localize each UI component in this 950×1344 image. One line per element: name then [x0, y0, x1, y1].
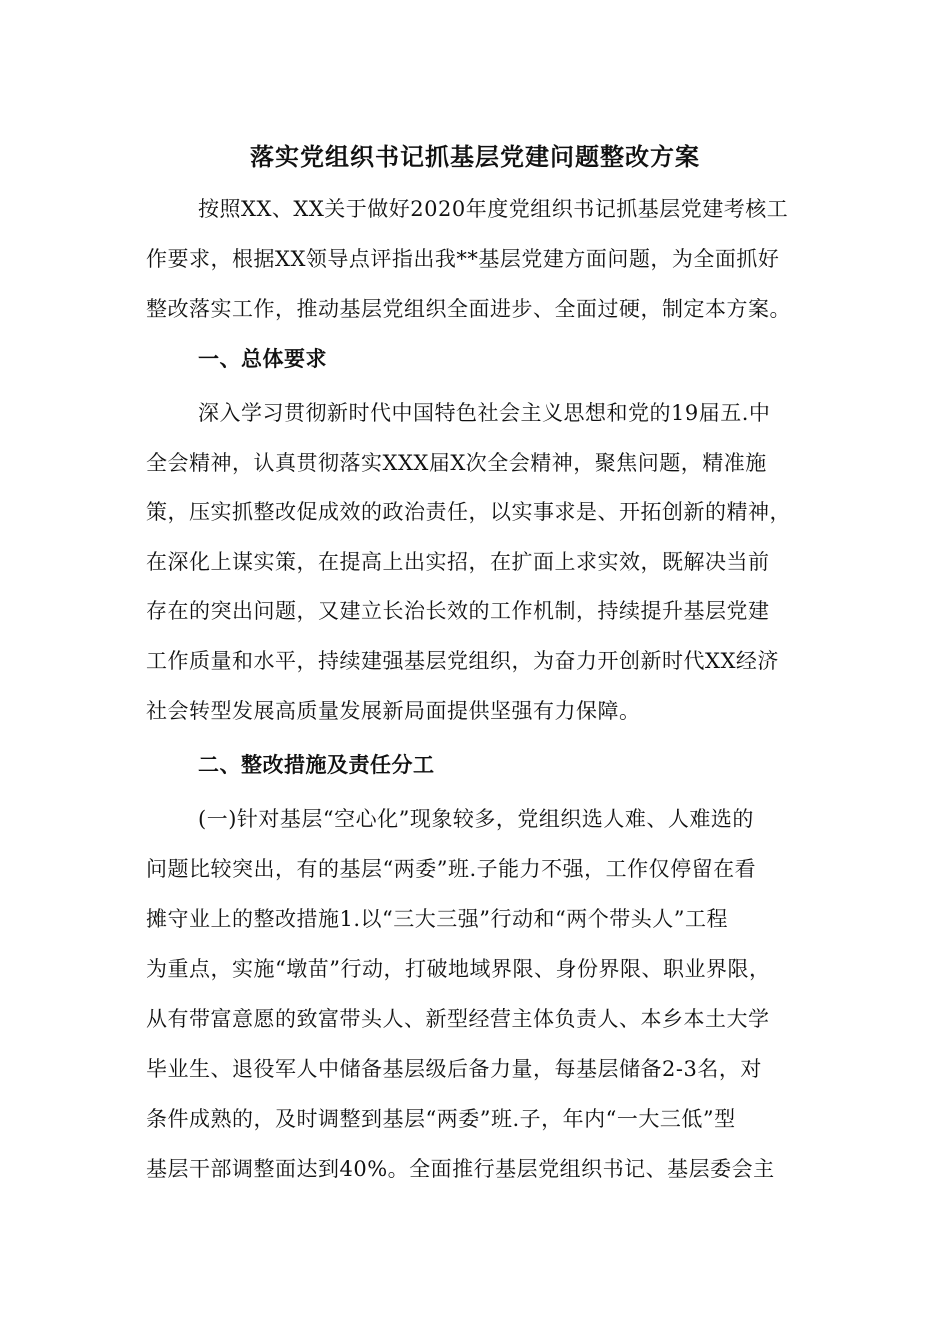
- paragraph-line: 作要求，根据XX领导点评指出我**基层党建方面问题，为全面抓好: [146, 247, 780, 271]
- section-heading-general-requirements: 一、总体要求: [198, 346, 327, 371]
- paragraph-line: 毕业生、退役军人中储备基层级后备力量，每基层储备2-3名，对: [146, 1057, 762, 1081]
- paragraph-line: 从有带富意愿的致富带头人、新型经营主体负责人、本乡本土大学: [146, 1007, 770, 1031]
- paragraph-line: 存在的突出问题，又建立长治长效的工作机制，持续提升基层党建: [146, 599, 770, 623]
- section-heading-measures: 二、整改措施及责任分工: [198, 752, 435, 777]
- paragraph-line: 全会精神，认真贯彻落实XXX届X次全会精神，聚焦问题，精准施: [146, 451, 767, 475]
- document-title: 落实党组织书记抓基层党建问题整改方案: [250, 142, 700, 171]
- paragraph-line: 工作质量和水平，持续建强基层党组织，为奋力开创新时代XX经济: [146, 649, 779, 673]
- paragraph-line: 在深化上谋实策，在提高上出实招，在扩面上求实效，既解决当前: [146, 550, 770, 574]
- paragraph-line: 条件成熟的，及时调整到基层“两委”班.子，年内“一大三低”型: [146, 1107, 736, 1131]
- paragraph-line: 为重点，实施“墩苗”行动，打破地域界限、身份界限、职业界限，: [146, 957, 771, 981]
- paragraph-line: 社会转型发展高质量发展新局面提供坚强有力保障。: [146, 699, 641, 723]
- paragraph-line: 按照XX、XX关于做好2020年度党组织书记抓基层党建考核工: [198, 197, 789, 221]
- paragraph-line: 深入学习贯彻新时代中国特色社会主义思想和党的19届五.中: [198, 401, 771, 425]
- paragraph-line: 整改落实工作，推动基层党组织全面进步、全面过硬，制定本方案。: [146, 297, 791, 321]
- paragraph-line: 摊守业上的整改措施1.以“三大三强”行动和“两个带头人”工程: [146, 907, 728, 931]
- paragraph-line: (一)针对基层“空心化”现象较多，党组织选人难、人难选的: [198, 807, 754, 831]
- paragraph-line: 基层干部调整面达到40%。全面推行基层党组织书记、基层委会主: [146, 1157, 775, 1181]
- paragraph-line: 问题比较突出，有的基层“两委”班.子能力不强，工作仅停留在看: [146, 857, 757, 881]
- paragraph-line: 策，压实抓整改促成效的政治责任，以实事求是、开拓创新的精神，: [146, 500, 791, 524]
